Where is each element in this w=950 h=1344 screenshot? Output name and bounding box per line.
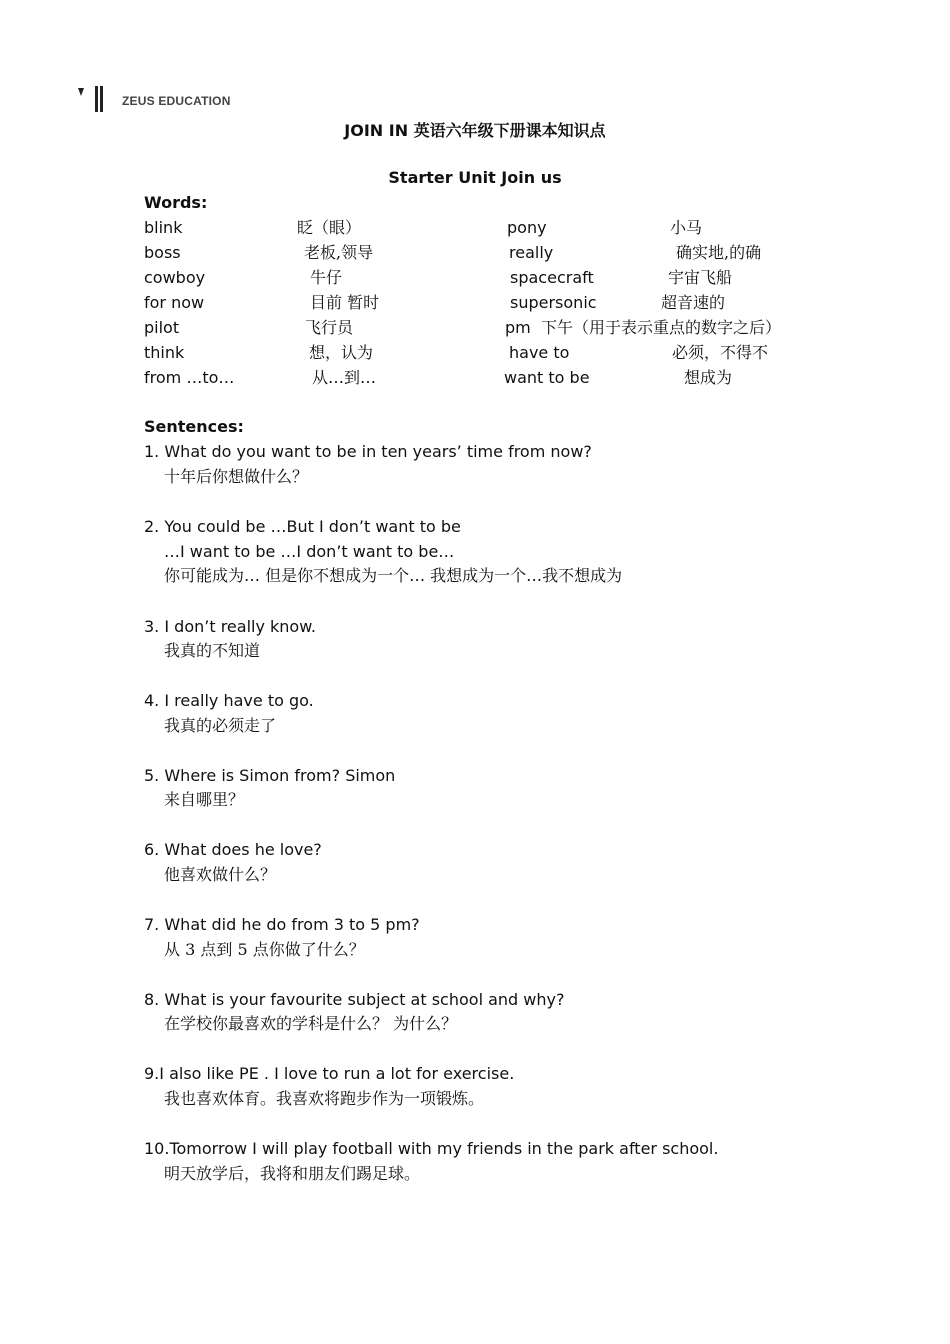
word-en: think	[144, 343, 185, 362]
sentence-en: 1. What do you want to be in ten years’ time from now?	[144, 442, 592, 461]
document-title: JOIN IN 英语六年级下册课本知识点	[344, 121, 606, 140]
word-en: from …to…	[144, 368, 235, 387]
unit-title: Starter Unit Join us	[388, 168, 562, 187]
sentence-cn: 我也喜欢体育。我喜欢将跑步作为一项锻炼。	[164, 1089, 485, 1108]
sentence-en: 6. What does he love?	[144, 840, 322, 859]
logo-text: ZEUS EDUCATION	[122, 94, 231, 108]
word-en: blink	[144, 218, 183, 237]
zeus-education-logo	[76, 84, 246, 116]
sentence-en: 10.Tomorrow I will play football with my friends in the park after school.	[144, 1139, 719, 1158]
sentence-cn: 在学校你最喜欢的学科是什么？ 为什么？	[164, 1014, 458, 1033]
word-en: cowboy	[144, 268, 206, 287]
sentence-cn: 我真的不知道	[164, 641, 261, 660]
sentence-cn: 来自哪里？	[164, 790, 245, 809]
sentence-cn: 他喜欢做什么？	[164, 865, 277, 884]
word-cn: 下午（用于表示重点的数字之后）	[541, 318, 782, 337]
word-cn: 目前 暂时	[310, 293, 380, 312]
word-cn: 从…到…	[312, 368, 377, 387]
sentence-en: 5. Where is Simon from? Simon	[144, 766, 396, 785]
logo-mark-icon	[76, 84, 116, 116]
sentence-cn: 明天放学后，我将和朋友们踢足球。	[164, 1164, 421, 1183]
word-en: spacecraft	[510, 268, 594, 287]
word-en: boss	[144, 243, 181, 262]
word-cn: 小马	[670, 218, 703, 237]
sentence-cn: 十年后你想做什么？	[164, 467, 309, 486]
sentences-heading: Sentences:	[144, 417, 244, 436]
word-en: pm	[505, 318, 531, 337]
word-en: supersonic	[510, 293, 597, 312]
words-heading: Words:	[144, 193, 208, 212]
word-cn: 想，认为	[309, 343, 374, 362]
sentence-en: 9.I also like PE . I love to run a lot for exercise.	[144, 1064, 515, 1083]
word-en: really	[509, 243, 554, 262]
word-en: have to	[509, 343, 570, 362]
sentence-en: 4. I really have to go.	[144, 691, 314, 710]
word-en: for now	[144, 293, 205, 312]
word-cn: 眨（眼）	[297, 218, 362, 237]
sentence-cn: 你可能成为… 但是你不想成为一个… 我想成为一个…我不想成为	[164, 566, 623, 585]
word-en: pilot	[144, 318, 180, 337]
word-en: want to be	[504, 368, 590, 387]
sentence-cn: 我真的必须走了	[164, 716, 277, 735]
word-cn: 想成为	[684, 368, 733, 387]
sentence-en: 2. You could be …But I don’t want to be	[144, 517, 461, 536]
sentence-en: 3. I don’t really know.	[144, 617, 316, 636]
sentence-cn: 从 3 点到 5 点你做了什么？	[164, 940, 365, 959]
sentence-en: 8. What is your favourite subject at school and why?	[144, 990, 565, 1009]
word-cn: 飞行员	[305, 318, 354, 337]
word-en: pony	[507, 218, 547, 237]
sentence-en: 7. What did he do from 3 to 5 pm?	[144, 915, 420, 934]
word-cn: 宇宙飞船	[668, 268, 733, 287]
word-cn: 确实地,的确	[676, 243, 762, 262]
word-cn: 牛仔	[310, 268, 343, 287]
word-cn: 超音速的	[661, 293, 726, 312]
word-cn: 老板,领导	[304, 243, 374, 262]
word-cn: 必须，不得不	[672, 343, 769, 362]
sentence-en: …I want to be …I don’t want to be…	[164, 542, 455, 561]
